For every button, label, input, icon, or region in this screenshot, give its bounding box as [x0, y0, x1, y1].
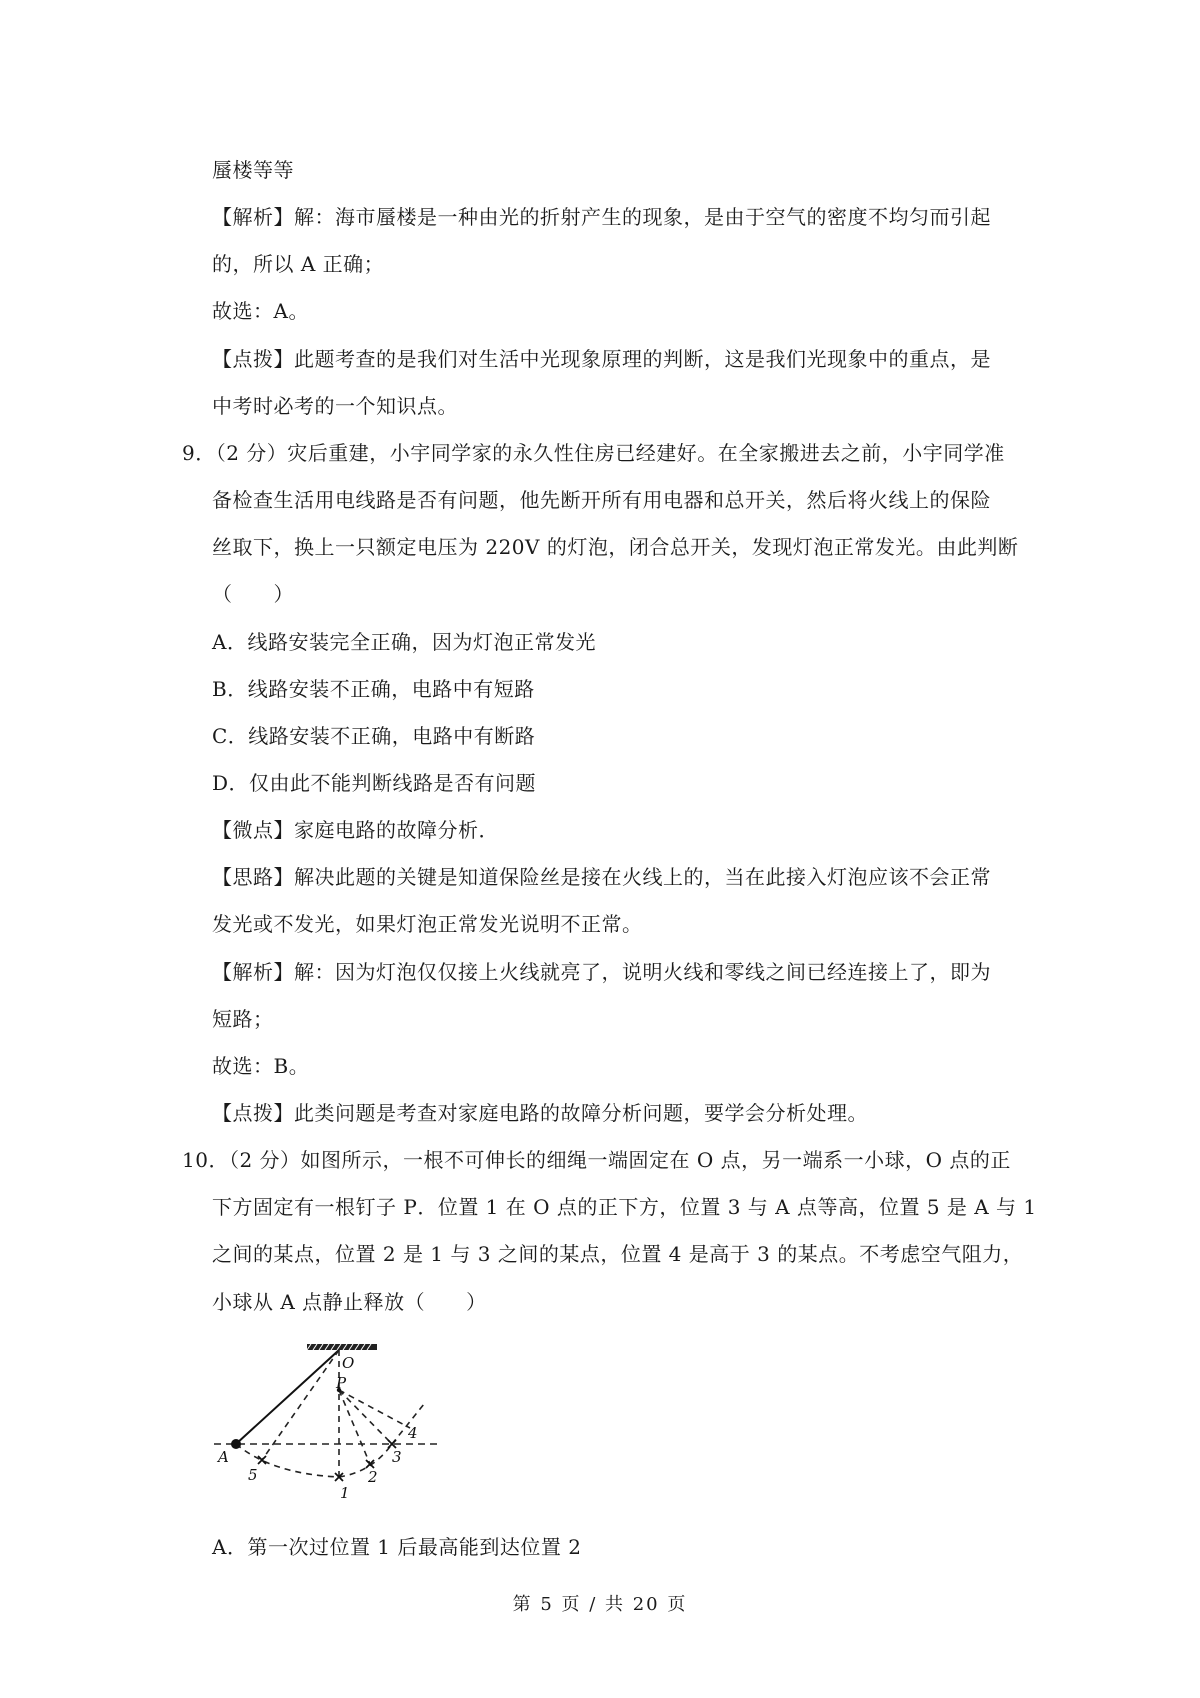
text-line: 丝取下，换上一只额定电压为 220V 的灯泡，闭合总开关，发现灯泡正常发光。由此判断: [212, 535, 1019, 559]
question-9-stem: 9．（2 分）灾后重建，小宇同学家的永久性住房已经建好。在全家搬进去之前，小宇同学准: [182, 441, 1005, 465]
text-line: 小球从 A 点静止释放（ ）: [212, 1290, 487, 1314]
analysis-line: 【解析】解：海市蜃楼是一种由光的折射产生的现象，是由于空气的密度不均匀而引起: [212, 205, 991, 229]
text-line: 发光或不发光，如果灯泡正常发光说明不正常。: [212, 912, 643, 936]
option-a-q10: A．第一次过位置 1 后最高能到达位置 2: [212, 1535, 582, 1559]
ball: [231, 1439, 241, 1449]
text-line: 短路；: [212, 1007, 274, 1031]
label-o: O: [342, 1354, 355, 1372]
label-5: 5: [248, 1466, 258, 1484]
page-footer: 第 5 页 / 共 20 页: [512, 1594, 688, 1615]
text-line: 备检查生活用电线路是否有问题，他先断开所有用电器和总开关，然后将火线上的保险: [212, 488, 991, 512]
text-line: 的，所以 A 正确；: [212, 252, 385, 276]
text-line: 之间的某点，位置 2 是 1 与 3 之间的某点，位置 4 是高于 3 的某点。不考虑空气阻力，: [212, 1242, 1024, 1266]
label-2: 2: [368, 1468, 378, 1486]
dashed-line-p2: [339, 1390, 370, 1464]
answer-bracket: （ ）: [212, 582, 294, 606]
pendulum-figure: [212, 1342, 462, 1506]
text-line: 中考时必考的一个知识点。: [212, 394, 458, 418]
ceiling-support: [307, 1344, 377, 1350]
text-line: 下方固定有一根钉子 P．位置 1 在 O 点的正下方，位置 3 与 A 点等高，位置 5 是 A 与 1: [212, 1195, 1037, 1219]
tip-line: 【点拨】此题考查的是我们对生活中光现象原理的判断，这是我们光现象中的重点，是: [212, 347, 991, 371]
tip-line: 【点拨】此类问题是考查对家庭电路的故障分析问题，要学会分析处理。: [212, 1101, 868, 1125]
question-10-stem: 10．（2 分）如图所示，一根不可伸长的细绳一端固定在 O 点，另一端系一小球，O 点的正: [182, 1148, 1011, 1172]
option-a: A．线路安装完全正确，因为灯泡正常发光: [212, 630, 596, 654]
option-b: B．线路安装不正确，电路中有短路: [212, 677, 535, 701]
option-d: D．仅由此不能判断线路是否有问题: [212, 771, 537, 795]
label-a: A: [218, 1448, 229, 1466]
label-4: 4: [408, 1424, 418, 1442]
option-c: C．线路安装不正确，电路中有断路: [212, 724, 536, 748]
dashed-line-p4: [339, 1390, 410, 1428]
point-line: 【微点】家庭电路的故障分析．: [212, 818, 499, 842]
dashed-line-p3: [339, 1390, 392, 1444]
answer-line: 故选：A。: [212, 299, 309, 323]
analysis-line: 【解析】解：因为灯泡仅仅接上火线就亮了，说明火线和零线之间已经连接上了，即为: [212, 960, 991, 984]
text-line: 蜃楼等等: [212, 158, 294, 182]
pendulum-diagram: [212, 1342, 462, 1506]
label-1: 1: [340, 1484, 350, 1502]
string: [236, 1350, 339, 1444]
label-3: 3: [392, 1448, 402, 1466]
thinking-line: 【思路】解决此题的关键是知道保险丝是接在火线上的，当在此接入灯泡应该不会正常: [212, 865, 991, 889]
answer-line: 故选：B。: [212, 1054, 310, 1078]
label-p: P: [336, 1374, 347, 1392]
